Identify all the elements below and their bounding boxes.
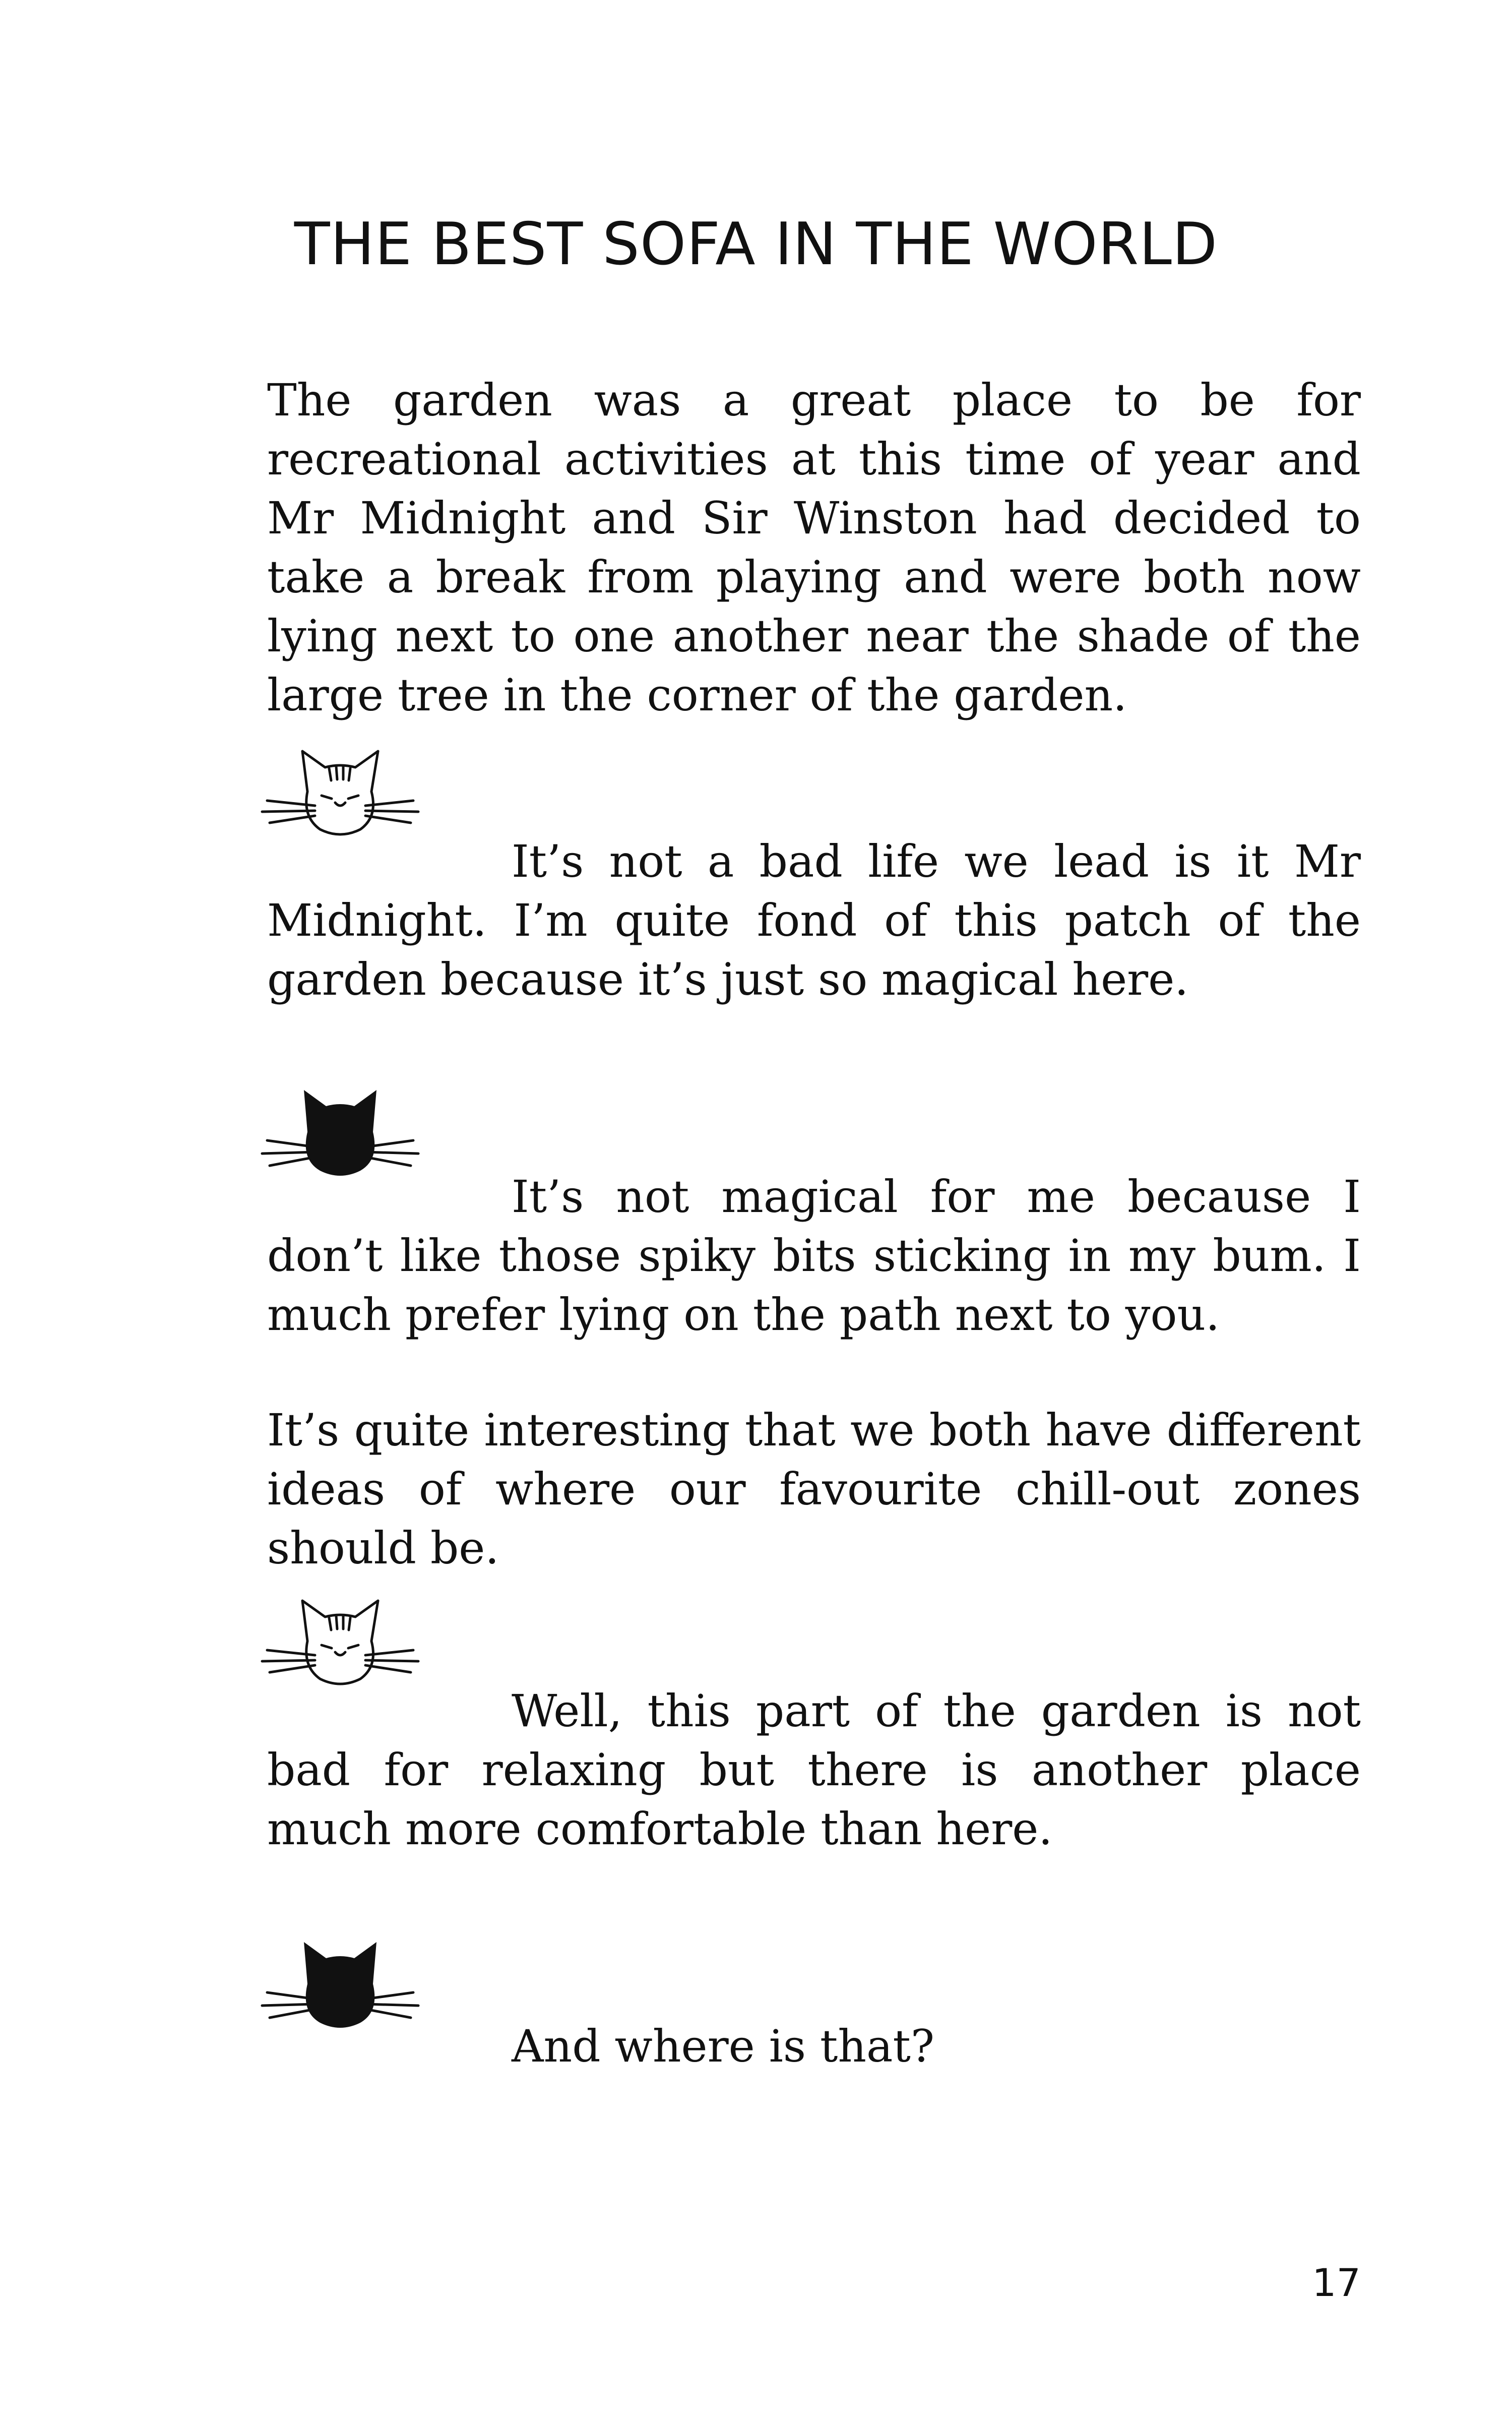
chapter-title: THE BEST SOFA IN THE WORLD	[294, 210, 1218, 278]
narration-paragraph: The garden was a great place to be for recreational activities at this time of year and Mr Midnight and Sir Winston had decided to take a break from playing and were both now lying next to one another near the shade of the large tree in the corner of the garden.	[267, 374, 1361, 721]
mr-midnight-dialogue: It’s not magical for me because I don’t like those spiky bits sticking in my bum. I much prefer lying on the path next to you.	[267, 1171, 1361, 1341]
mr-midnight-dialogue: And where is that?	[512, 2020, 935, 2072]
sir-winston-dialogue: Well, this part of the garden is not bad for relaxing but there is another place much more comfortable than here.	[267, 1685, 1361, 1855]
sir-winston-dialogue: It’s not a bad life we lead is it Mr Midnight. I’m quite fond of this patch of the garden because it’s just so magical here.	[267, 835, 1361, 1005]
mr-midnight-dialogue-continued: It’s quite interesting that we both have different ideas of where our favourite chill-out zones should be.	[267, 1404, 1361, 1574]
page-number: 17	[1312, 2260, 1361, 2305]
